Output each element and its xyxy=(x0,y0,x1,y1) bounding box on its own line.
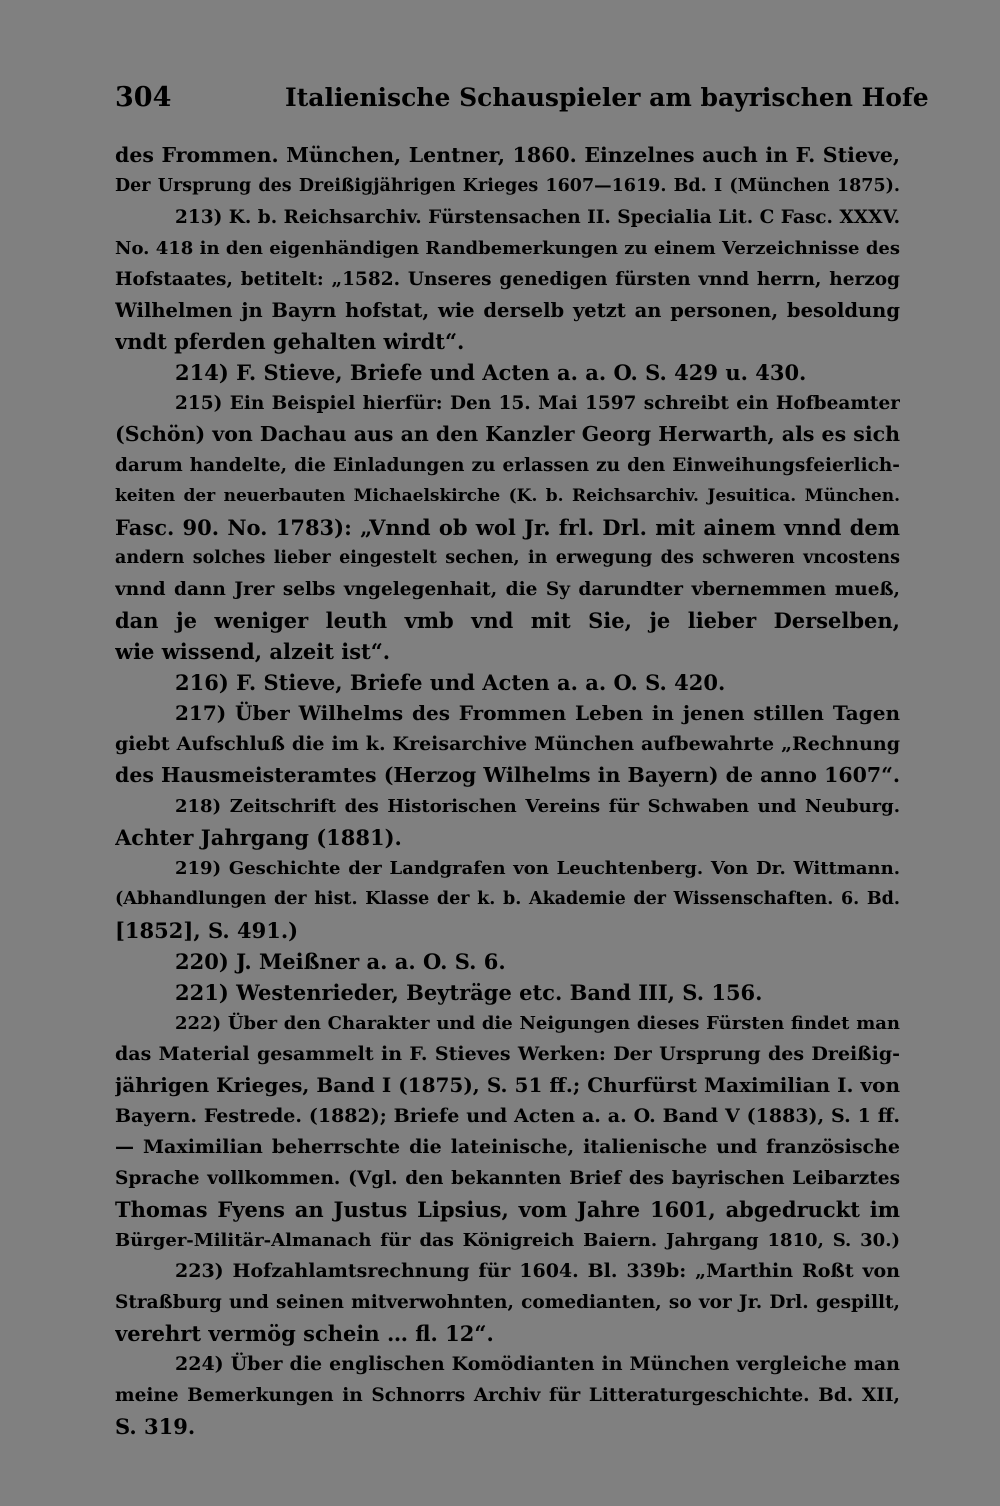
text-line: jährigen Krieges, Band I (1875), S. 51 ff.; Churfürst Maximilian I. von xyxy=(115,1073,900,1097)
text-line: vndt pferden gehalten wirdt“. xyxy=(115,329,465,354)
text-line: (Abhandlungen der hist. Klasse der k. b. Akademie der Wissenschaften. 6. Bd. xyxy=(115,889,900,909)
text-line: S. 319. xyxy=(115,1414,196,1439)
footnote-219: 219) Geschichte der Landgrafen von Leuchtenberg. Von Dr. Wittmann. xyxy=(175,858,900,879)
text-line: dan je weniger leuth vmb vnd mit Sie, je lieber Derselben, xyxy=(115,608,900,633)
text-line: Bürger-Militär-Almanach für das Königreich Baiern. Jahrgang 1810, S. 30.) xyxy=(115,1230,900,1251)
running-title: Italienische Schauspieler am bayrischen Hofe xyxy=(285,83,929,112)
page-number: 304 xyxy=(115,82,172,113)
text-line: Hofstaates, betitelt: „1582. Unseres genedigen fürsten vnnd herrn, herzog xyxy=(115,269,900,290)
text-line: verehrt vermög schein … fl. 12“. xyxy=(115,1321,494,1346)
text-line: giebt Aufschluß die im k. Kreisarchive München aufbewahrte „Rechnung xyxy=(115,733,900,755)
text-line: Bayern. Festrede. (1882); Briefe und Acten a. a. O. Band V (1883), S. 1 ff. xyxy=(115,1105,900,1127)
text-line: [1852], S. 491.) xyxy=(115,918,299,943)
text-line: das Material gesammelt in F. Stieves Werken: Der Ursprung des Dreißig- xyxy=(115,1043,900,1065)
text-line: Thomas Fyens an Justus Lipsius, vom Jahre 1601, abgedruckt im xyxy=(115,1197,900,1222)
text-line: Straßburg und seinen mitverwohnten, comedianten, so vor Jr. Drl. gespillt, xyxy=(115,1292,900,1313)
text-line: Achter Jahrgang (1881). xyxy=(115,825,402,850)
footnote-215: 215) Ein Beispiel hierfür: Den 15. Mai 1597 schreibt ein Hofbeamter xyxy=(175,393,900,414)
footnote-218: 218) Zeitschrift des Historischen Vereins für Schwaben und Neuburg. xyxy=(175,796,900,817)
footnote-224: 224) Über die englischen Komödianten in München vergleiche man xyxy=(175,1353,900,1375)
text-line: Der Ursprung des Dreißigjährigen Krieges 1607—1619. Bd. I (München 1875). xyxy=(115,176,900,196)
footnote-223: 223) Hofzahlamtsrechnung für 1604. Bl. 339b: „Marthin Roßt von xyxy=(175,1260,900,1282)
text-line: des Frommen. München, Lentner, 1860. Einzelnes auch in F. Stieve, xyxy=(115,143,900,167)
footnote-213: 213) K. b. Reichsarchiv. Fürstensachen II. Specialia Lit. C Fasc. XXXV. xyxy=(175,207,900,228)
text-line: No. 418 in den eigenhändigen Randbemerkungen zu einem Verzeichnisse des xyxy=(115,238,900,259)
text-line: Sprache vollkommen. (Vgl. den bekannten Brief des bayrischen Leibarztes xyxy=(115,1168,900,1189)
footnote-222: 222) Über den Charakter und die Neigungen dieses Fürsten findet man xyxy=(175,1013,900,1034)
text-line: vnnd dann Jrer selbs vngelegenhait, die Sy darundter vbernemmen mueß, xyxy=(115,579,900,600)
text-line: Fasc. 90. No. 1783): „Vnnd ob wol Jr. frl. Drl. mit ainem vnnd dem xyxy=(115,515,900,540)
footnote-221: 221) Westenrieder, Beyträge etc. Band III, S. 156. xyxy=(175,980,763,1005)
text-line: des Hausmeisteramtes (Herzog Wilhelms in Bayern) de anno 1607“. xyxy=(115,763,900,787)
text-line: darum handelte, die Einladungen zu erlassen zu den Einweihungsfeierlich- xyxy=(115,455,900,476)
footnote-217: 217) Über Wilhelms des Frommen Leben in jenen stillen Tagen xyxy=(175,701,900,725)
footnote-214: 214) F. Stieve, Briefe und Acten a. a. O. S. 429 u. 430. xyxy=(175,360,807,385)
text-line: (Schön) von Dachau aus an den Kanzler Georg Herwarth, als es sich xyxy=(115,422,900,446)
text-line: — Maximilian beherrschte die lateinische, italienische und französische xyxy=(115,1136,900,1158)
footnote-216: 216) F. Stieve, Briefe und Acten a. a. O. S. 420. xyxy=(175,670,726,695)
text-line: meine Bemerkungen in Schnorrs Archiv für Litteraturgeschichte. Bd. XII, xyxy=(115,1385,900,1406)
text-line: andern solches lieber eingestelt sechen, in erwegung des schweren vncostens xyxy=(115,548,900,568)
footnote-220: 220) J. Meißner a. a. O. S. 6. xyxy=(175,949,506,974)
text-line: wie wissend, alzeit ist“. xyxy=(115,639,391,664)
text-line: Wilhelmen jn Bayrn hofstat, wie derselb yetzt an personen, besoldung xyxy=(115,299,900,322)
text-line: keiten der neuerbauten Michaelskirche (K. b. Reichsarchiv. Jesuitica. München. xyxy=(115,486,900,506)
page-header xyxy=(115,78,929,118)
